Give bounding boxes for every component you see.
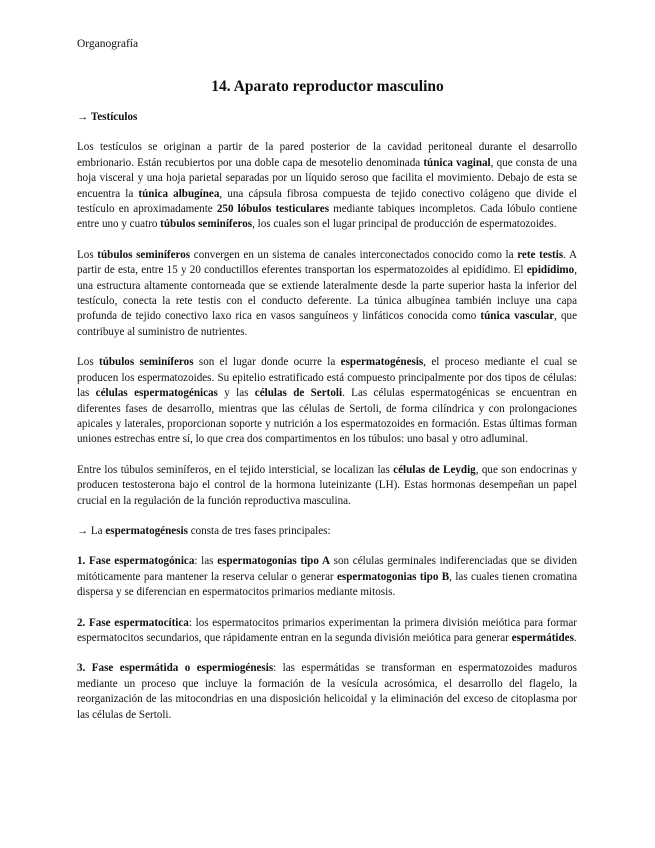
text-run: : los espermatocitos primarios experimentan la primera división meiótica para formar espermatocitos secundarios, que rápidamente entran en la segunda división meiótica para generar — [77, 616, 577, 644]
bold-term: túbulos seminíferos — [99, 356, 194, 369]
page-header: Organografía — [77, 38, 139, 50]
text-run: . Las células espermatogénicas se encuentran en diferentes fases de desarrollo, mientras que las células de Sertoli, de forma cilíndrica y con prolongaciones apicales y laterales, proporcionan soporte y nutrición a los espermatozoides en formación. Estas últimas forman uniones estrechas entre sí, lo que crea dos compartimentos en los túbulos: uno basal y otro adluminal. — [77, 387, 577, 446]
text-run: , el proceso mediante el cual se producen los espermatozoides. Su epitelio estratificado está compuesto principalmente por dos tipos de células: las — [77, 356, 578, 400]
text-run: : las — [194, 555, 218, 568]
text-run: , los cuales son el lugar principal de producción de espermatozoides. — [252, 218, 557, 231]
paragraph-4 — [77, 463, 577, 509]
bold-term: rete testis — [517, 248, 564, 261]
text-run: : las espermátidas se transforman en espermatozoides maduros mediante un proceso que incluye la formación de la vesícula acrosómica, el desarrollo del flagelo, la reorganización de las mitocondrias en una disposición helicoidal y la eliminación del exceso de citoplasma por las células de Sertoli. — [77, 662, 577, 721]
bold-term: epidídimo — [526, 264, 575, 277]
bold-term: espermátides — [511, 631, 574, 644]
bold-term: túnica albugínea — [138, 187, 220, 200]
phase-3-paragraph — [77, 661, 577, 723]
text-run: , las cuales tienen cromatina dispersa y se diferencian en espermatocitos primarios mediante mitosis. — [77, 570, 578, 599]
bold-term: túbulos seminíferos — [97, 248, 191, 261]
bold-term: 3. Fase espermátida o espermiogénesis — [77, 662, 274, 675]
bold-term: espermatogonias tipo B — [336, 570, 450, 583]
text-run: consta de tres fases principales: — [187, 524, 331, 537]
text-run: , que consta de una hoja visceral y una hoja parietal separadas por un líquido seroso que facilita el movimiento. Debajo de esta se encuentra la — [77, 156, 577, 200]
text-run: mediante tabiques incompletos. Cada lóbulo contiene entre uno y cuatro — [77, 203, 577, 231]
text-run: y las — [217, 387, 255, 400]
page-title: 14. Aparato reproductor masculino — [211, 78, 444, 95]
bold-term: espermatogonias tipo A — [217, 555, 330, 568]
text-run: Los — [77, 356, 99, 369]
bold-term: 2. Fase espermatocítica — [77, 616, 189, 629]
arrow-icon: → — [77, 111, 89, 123]
bold-term: 1. Fase espermatogónica — [77, 555, 195, 568]
bold-term: espermatogénesis — [340, 356, 424, 369]
phase-1-paragraph — [77, 554, 577, 600]
bold-term: espermatogénesis — [105, 524, 188, 537]
paragraph-2 — [77, 248, 577, 340]
text-run: , que son endocrinas y producen testosterona bajo el control de la hormona luteinizante (LH). Estas hormonas desempeñan un papel crucial en la regulación de la función reproductiva masculina. — [77, 463, 577, 507]
bold-term: células de Sertoli — [254, 387, 343, 400]
section-heading-testiculos — [77, 110, 577, 125]
text-run: → La — [77, 524, 106, 537]
text-run: Los — [77, 248, 98, 261]
text-run: , que contribuye al suministro de nutrientes. — [77, 310, 577, 338]
paragraph-1 — [77, 140, 577, 232]
section-heading-label: Testículos — [90, 111, 138, 123]
text-run: . — [573, 631, 577, 644]
phase-2-paragraph — [77, 616, 577, 647]
text-run: convergen en un sistema de canales interconectados conocido como la — [190, 248, 518, 261]
bold-term: células de Leydig — [393, 463, 476, 476]
text-run: son el lugar donde ocurre la — [193, 356, 341, 369]
bold-term: células espermatogénicas — [95, 387, 218, 400]
bold-term: túnica vaginal — [423, 156, 491, 169]
text-run: Los testículos se originan a partir de la pared posterior de la cavidad peritoneal durante el desarrollo embrionario. Están recubiertos por una doble capa de mesotelio denominada — [77, 141, 577, 169]
document-body — [77, 110, 577, 738]
bold-term: túbulos seminíferos — [160, 218, 253, 231]
paragraph-5 — [77, 524, 577, 539]
text-run: son células germinales indiferenciadas que se dividen mitóticamente para mantener la reserva celular o generar — [77, 555, 578, 583]
paragraph-3 — [77, 355, 577, 447]
text-run: , una estructura altamente contorneada que se extiende lateralmente desde la parte superior hasta la inferior del testículo, conecta la rete testis con el conducto deferente. La túnica albugínea también incluye una capa profunda de tejido conectivo laxo rica en vasos sanguíneos y linfáticos conocida como — [77, 264, 577, 323]
text-run: , una cápsula fibrosa compuesta de tejido conectivo colágeno que divide el testículo en aproximadamente — [77, 187, 577, 216]
bold-term: 250 lóbulos testiculares — [216, 203, 330, 216]
text-run: . A partir de esta, entre 15 y 20 conductillos eferentes transportan los espermatozoides al epidídimo. El — [77, 248, 577, 277]
bold-term: túnica vascular — [480, 310, 555, 323]
text-run: Entre los túbulos seminíferos, en el tejido intersticial, se localizan las — [77, 463, 394, 476]
